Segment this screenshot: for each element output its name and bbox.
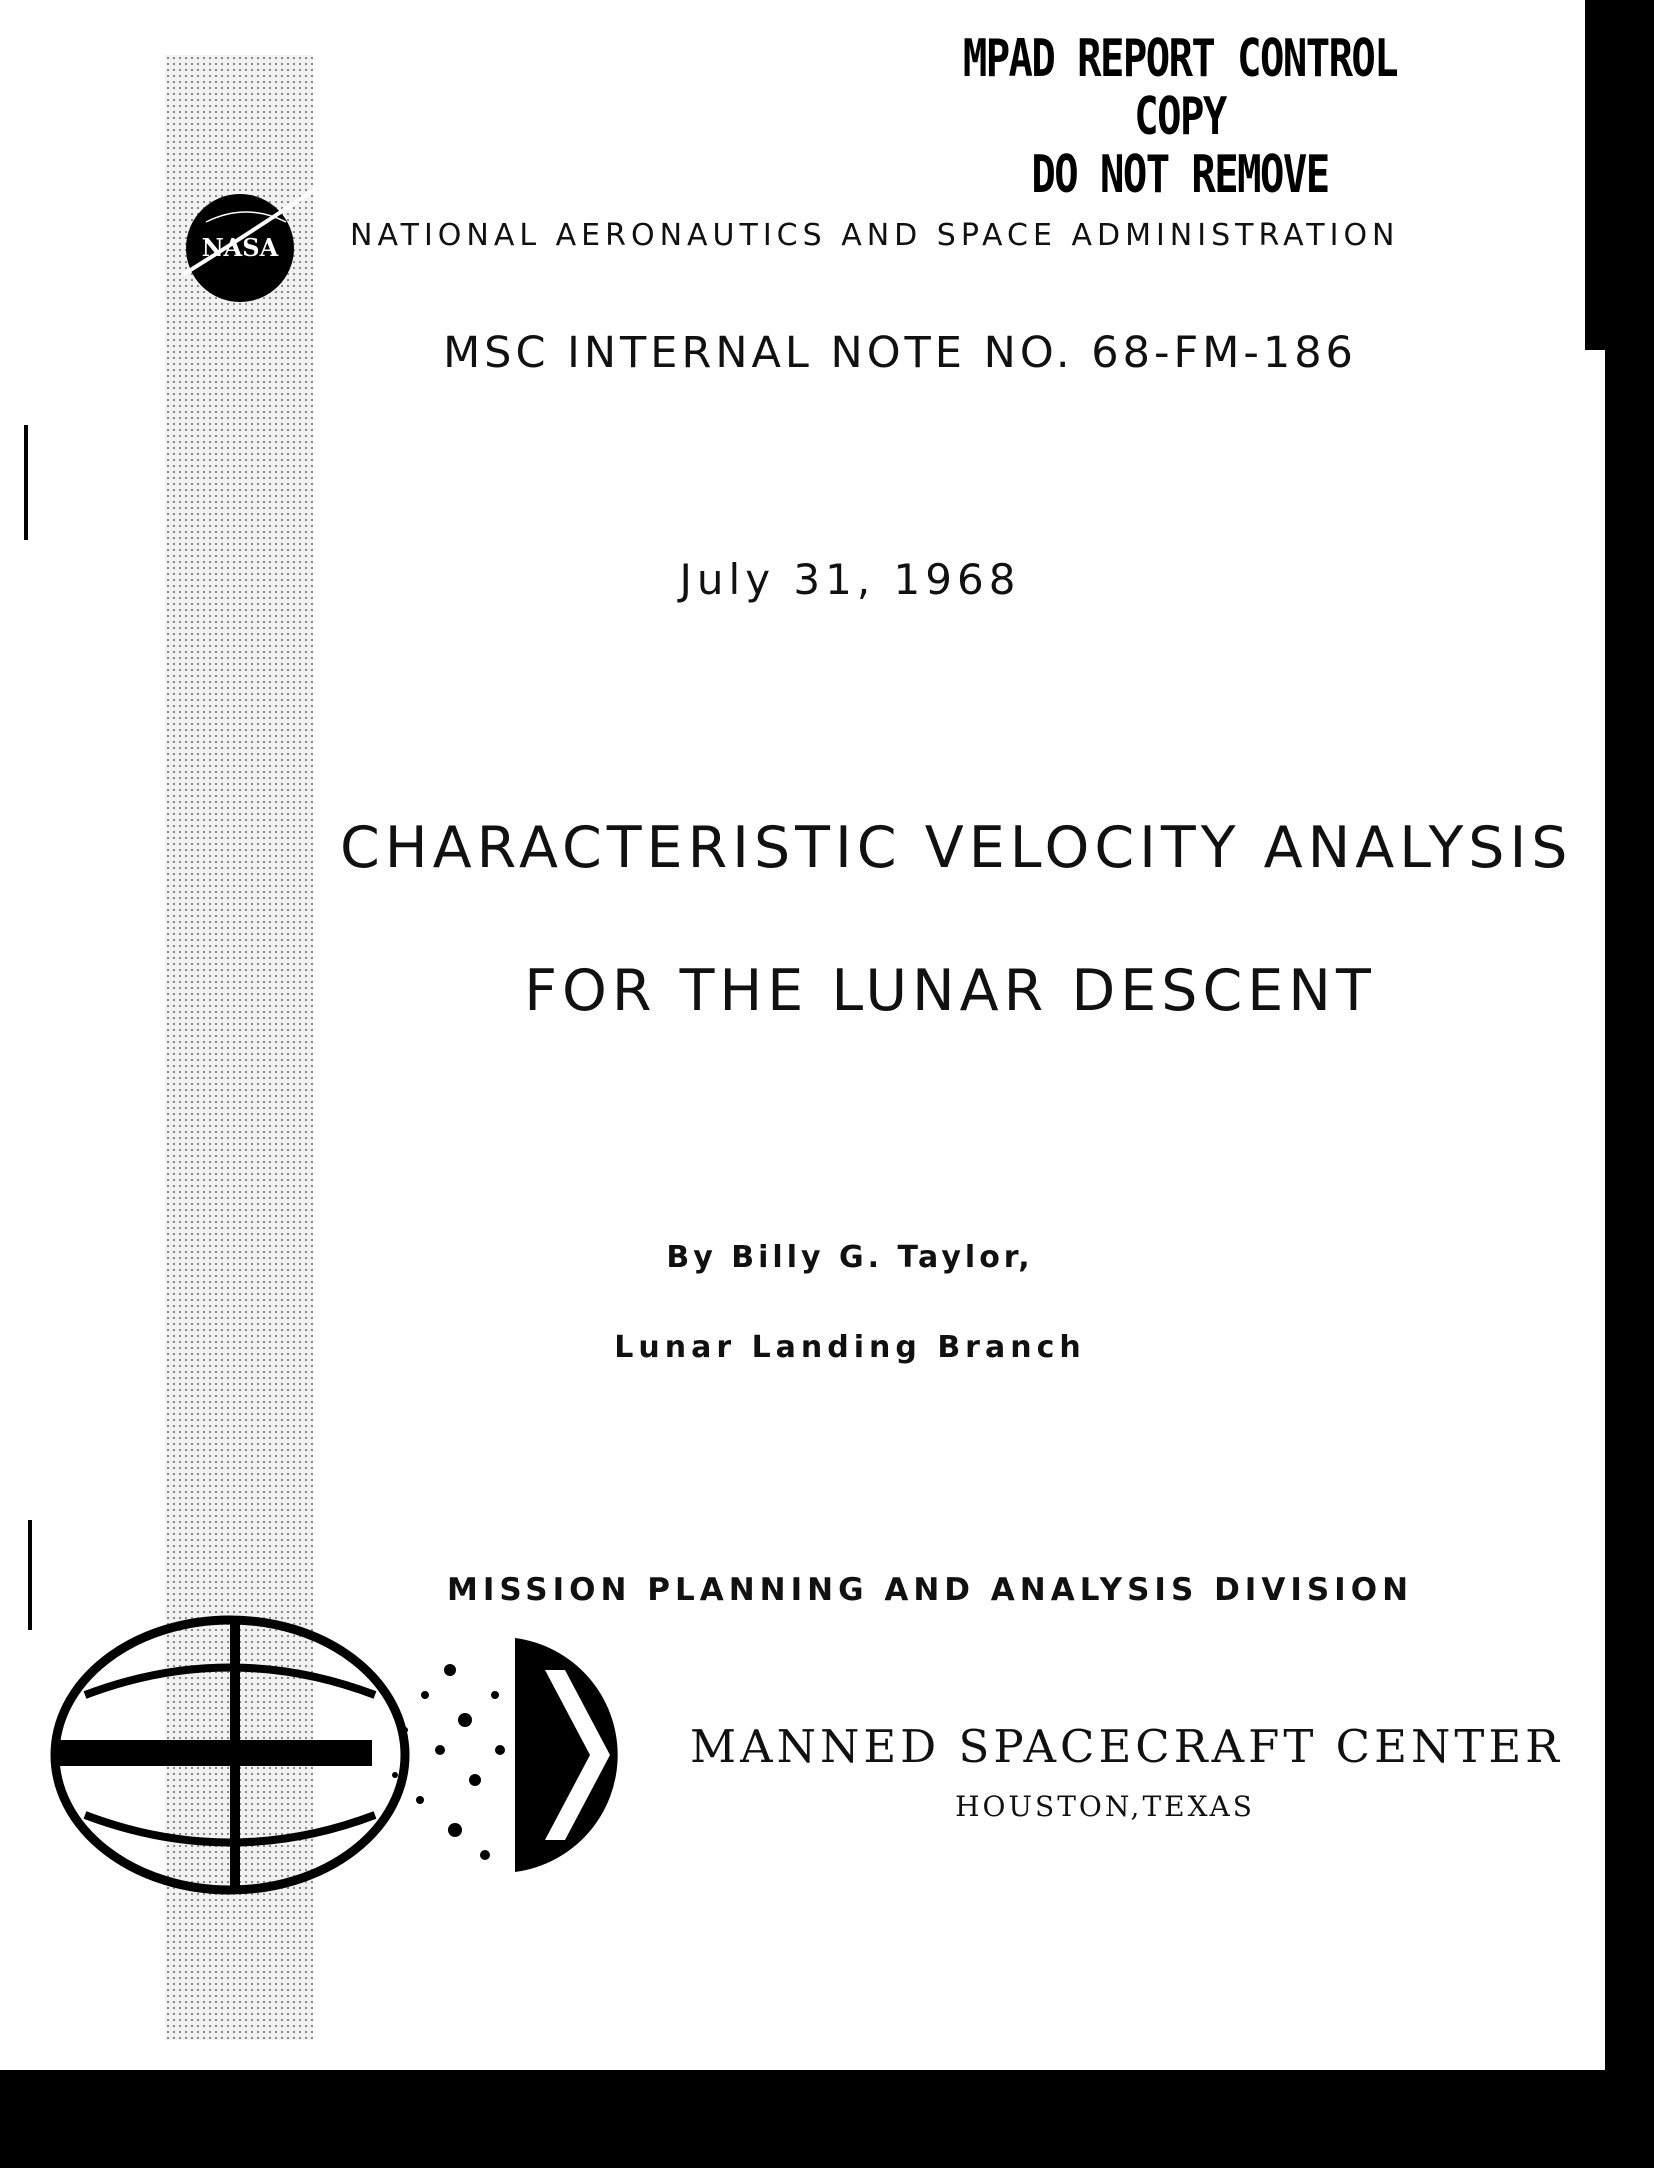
- scan-mark-upper: [24, 425, 28, 540]
- stamp-line-2: COPY: [1134, 87, 1226, 147]
- document-title-line-2: FOR THE LUNAR DESCENT: [524, 958, 1376, 1024]
- scan-right-edge-notch: [1585, 350, 1605, 2070]
- document-date: July 31, 1968: [679, 555, 1021, 604]
- document-title-line-1: CHARACTERISTIC VELOCITY ANALYSIS: [340, 815, 1573, 881]
- msc-emblem-icon: [45, 1600, 645, 1910]
- scan-mark-lower: [28, 1520, 32, 1630]
- division-name: MISSION PLANNING AND ANALYSIS DIVISION: [446, 1572, 1414, 1608]
- scan-bottom-edge: [0, 2070, 1654, 2168]
- author-name: By Billy G. Taylor,: [666, 1240, 1034, 1275]
- report-control-stamp: [962, 30, 1399, 204]
- internal-note-number: MSC INTERNAL NOTE NO. 68-FM-186: [443, 328, 1357, 378]
- svg-text:NASA: NASA: [201, 233, 279, 262]
- stamp-line-3: DO NOT REMOVE: [1031, 145, 1329, 205]
- nasa-logo-icon: [176, 182, 318, 310]
- stamp-line-1: MPAD REPORT CONTROL: [962, 29, 1398, 89]
- author-branch: Lunar Landing Branch: [614, 1330, 1086, 1365]
- agency-name: NATIONAL AERONAUTICS AND SPACE ADMINISTRATION: [350, 218, 1400, 253]
- center-location: HOUSTON,TEXAS: [955, 1790, 1255, 1823]
- center-name: MANNED SPACECRAFT CENTER: [690, 1720, 1564, 1773]
